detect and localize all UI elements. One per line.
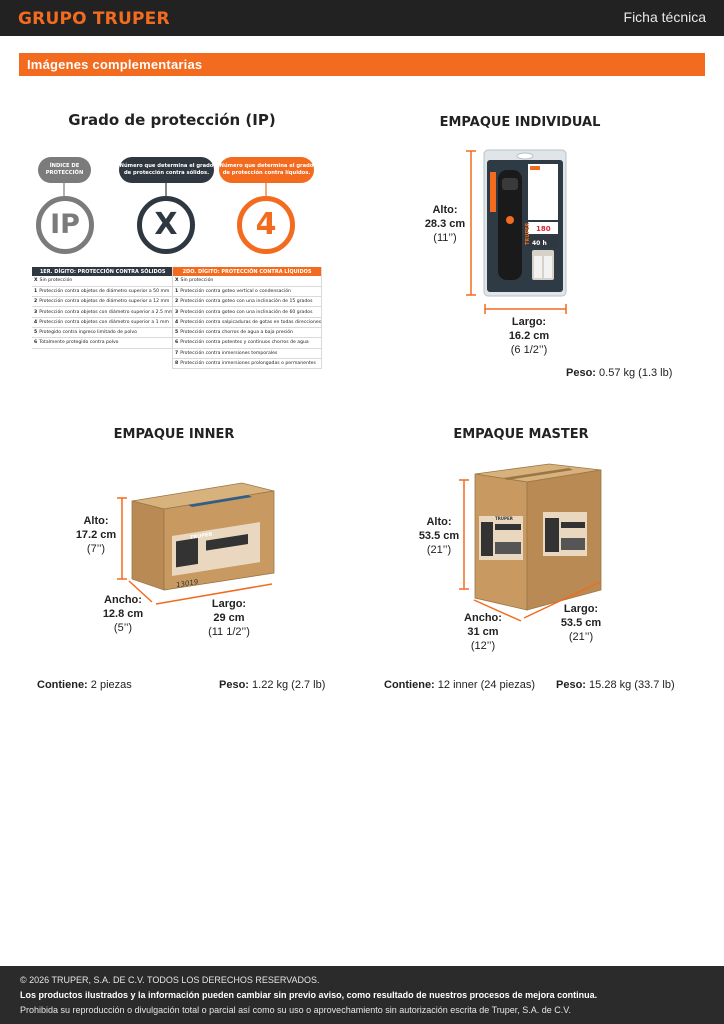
individual-length-label: Largo: 16.2 cm (6 1/2’’) <box>508 316 550 356</box>
svg-text:TRUPER: TRUPER <box>495 516 513 521</box>
individual-length-dimension <box>485 303 567 315</box>
table-row: 6 Protección contra potentes y continuos chorros de agua <box>173 338 322 348</box>
table-row: X Sin protección <box>173 276 322 286</box>
ip-second-digit-circle: 4 <box>237 196 295 254</box>
table-row: 4 Protección contra salpicaduras de gotas en todas direcciones <box>173 317 322 327</box>
inner-height-label: Alto: 17.2 cm (7’’) <box>75 515 117 555</box>
table-row: 2 Protección contra objetos de diámetro superior a 12 mm <box>32 297 173 307</box>
svg-text:40 h: 40 h <box>532 240 547 247</box>
ip-solids-table <box>32 267 173 349</box>
inner-package-title: EMPAQUE INNER <box>113 427 235 442</box>
table-row: 3 Protección contra goteo con una inclinación de 60 grados <box>173 307 322 317</box>
top-bar <box>0 0 724 36</box>
inner-weight: Peso: 1.22 kg (2.7 lb) <box>219 679 326 691</box>
individual-package-illustration <box>484 150 574 300</box>
master-weight: Peso: 15.28 kg (33.7 lb) <box>556 679 675 691</box>
table-row: 5 Protegido contra ingreso limitado de polvo <box>32 327 173 337</box>
master-contents: Contiene: 12 inner (24 piezas) <box>384 679 536 691</box>
table-row: 7 Protección contra inmersiones temporales <box>173 348 322 358</box>
svg-text:13019: 13019 <box>176 576 199 590</box>
table-row: X Sin protección <box>32 276 173 286</box>
master-height-label: Alto: 53.5 cm (21’’) <box>418 516 460 556</box>
ip-first-digit-circle: X <box>137 196 195 254</box>
ip-liquids-table-header: 2DO. DÍGITO: PROTECCIÓN CONTRA LÍQUIDOS <box>173 267 322 276</box>
table-row: 6 Totalmente protegido contra polvo <box>32 338 173 348</box>
inner-width-label: Ancho: 12.8 cm (5’’) <box>102 594 144 634</box>
svg-text:180: 180 <box>536 225 551 233</box>
truper-logo: GRUPO TRUPER <box>18 9 170 29</box>
section-header <box>19 53 705 76</box>
svg-text:TRUPER: TRUPER <box>525 222 531 245</box>
ip-index-pill: ÍNDICE DE PROTECCIÓN <box>38 157 91 183</box>
ip-solids-pill: Número que determina el grado de protección contra sólidos. <box>119 157 214 183</box>
ip-liquids-table <box>172 267 322 369</box>
master-package-title: EMPAQUE MASTER <box>453 427 589 442</box>
table-row: 4 Protección contra objetos con diámetro superior a 1 mm <box>32 317 173 327</box>
ip-solids-table-header: 1ER. DÍGITO: PROTECCIÓN CONTRA SÓLIDOS <box>32 267 173 276</box>
individual-package-title: EMPAQUE INDIVIDUAL <box>439 115 601 130</box>
table-row: 3 Protección contra objetos con diámetro superior a 2.5 mm <box>32 307 173 317</box>
individual-weight: Peso: 0.57 kg (1.3 lb) <box>566 367 673 379</box>
ip-liquids-pill: Número que determina el grado de protección contra líquidos. <box>219 157 314 183</box>
master-width-label: Ancho: 31 cm (12’’) <box>464 612 502 652</box>
ip-title: Grado de protección (IP) <box>68 111 276 129</box>
individual-height-label: Alto: 28.3 cm (11’’) <box>424 204 466 244</box>
inner-length-label: Largo: 29 cm (11 1/2’’) <box>208 598 250 638</box>
inner-contents: Contiene: 2 piezas <box>37 679 132 691</box>
section-title: Imágenes complementarias <box>27 57 203 72</box>
prohibition-text: Prohibida su reproducción o divulgación total o parcial así como su uso o aprovechamiento sin autorización escrita de Truper, S.A. de C.V. <box>20 1005 571 1015</box>
legal-footer <box>0 966 724 1024</box>
svg-text:TRUPER: TRUPER <box>190 531 213 542</box>
ip-code-circle: IP <box>36 196 94 254</box>
table-row: 8 Protección contra inmersiones prolongadas o permanentes <box>173 358 322 368</box>
copyright-text: © 2026 TRUPER, S.A. DE C.V. TODOS LOS DERECHOS RESERVADOS. <box>20 975 320 985</box>
table-row: 2 Protección contra goteo con una inclinación de 15 grados <box>173 297 322 307</box>
inner-box-illustration <box>128 481 278 591</box>
table-row: 1 Protección contra objetos de diámetro superior a 50 mm <box>32 286 173 296</box>
table-row: 5 Protección contra chorros de agua a baja presión <box>173 327 322 337</box>
sheet-title: Ficha técnica <box>623 9 706 25</box>
master-length-label: Largo: 53.5 cm (21’’) <box>560 603 602 643</box>
change-notice-text: Los productos ilustrados y la información pueden cambiar sin previo aviso, como resultado de nuestros procesos de mejora continua. <box>20 990 598 1000</box>
table-row: 1 Protección contra goteo vertical o condensación <box>173 286 322 296</box>
